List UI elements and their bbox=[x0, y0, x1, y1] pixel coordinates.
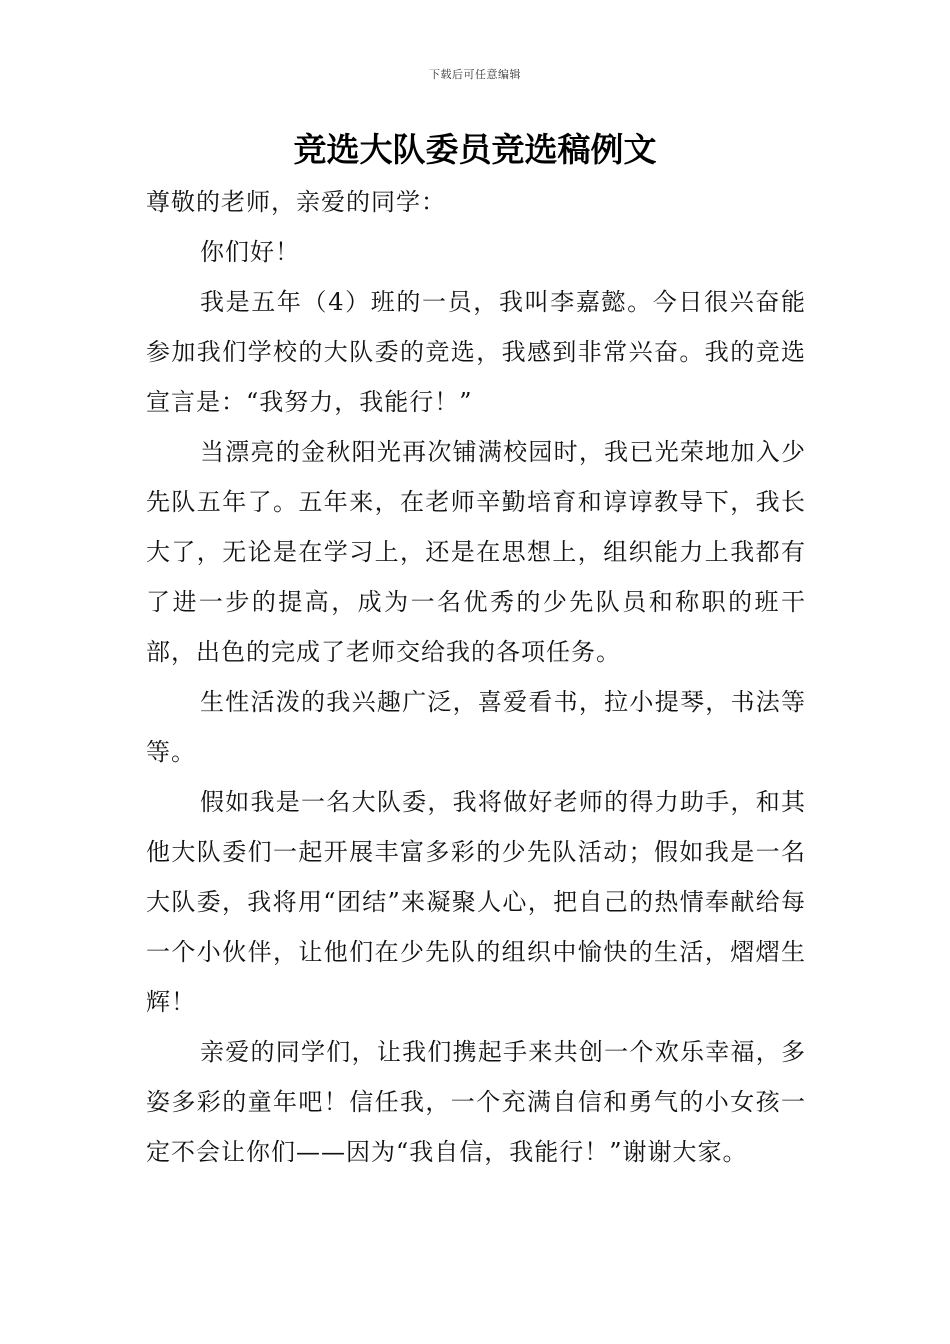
salutation: 尊敬的老师，亲爱的同学： bbox=[146, 188, 446, 216]
paragraph-4: 假如我是一名大队委，我将做好老师的得力助手，和其他大队委们一起开展丰富多彩的少先队活动；假如我是一名大队委，我将用“团结”来凝聚人心，把自己的热情奉献给每一个小伙伴，让他们在少先队的组织中愉快的生活，熠熠生辉！ bbox=[146, 788, 806, 1016]
document-body bbox=[146, 177, 806, 1177]
document-title: 竞选大队委员竞选稿例文 bbox=[293, 130, 657, 169]
header-note: 下载后可任意编辑 bbox=[429, 68, 521, 81]
paragraph-3: 生性活泼的我兴趣广泛，喜爱看书，拉小提琴，书法等等。 bbox=[146, 688, 806, 766]
paragraph-1: 我是五年（4）班的一员，我叫李嘉懿。今日很兴奋能参加我们学校的大队委的竞选，我感到非常兴奋。我的竞选宣言是：“我努力，我能行！” bbox=[146, 288, 806, 416]
paragraph-5: 亲爱的同学们，让我们携起手来共创一个欢乐幸福，多姿多彩的童年吧！信任我，一个充满自信和勇气的小女孩一定不会让你们——因为“我自信，我能行！”谢谢大家。 bbox=[146, 1038, 806, 1166]
greeting: 你们好！ bbox=[200, 238, 300, 266]
paragraph-2: 当漂亮的金秋阳光再次铺满校园时，我已光荣地加入少先队五年了。五年来，在老师辛勤培育和谆谆教导下，我长大了，无论是在学习上，还是在思想上，组织能力上我都有了进一步的提高，成为一名优秀的少先队员和称职的班干部，出色的完成了老师交给我的各项任务。 bbox=[146, 438, 806, 666]
